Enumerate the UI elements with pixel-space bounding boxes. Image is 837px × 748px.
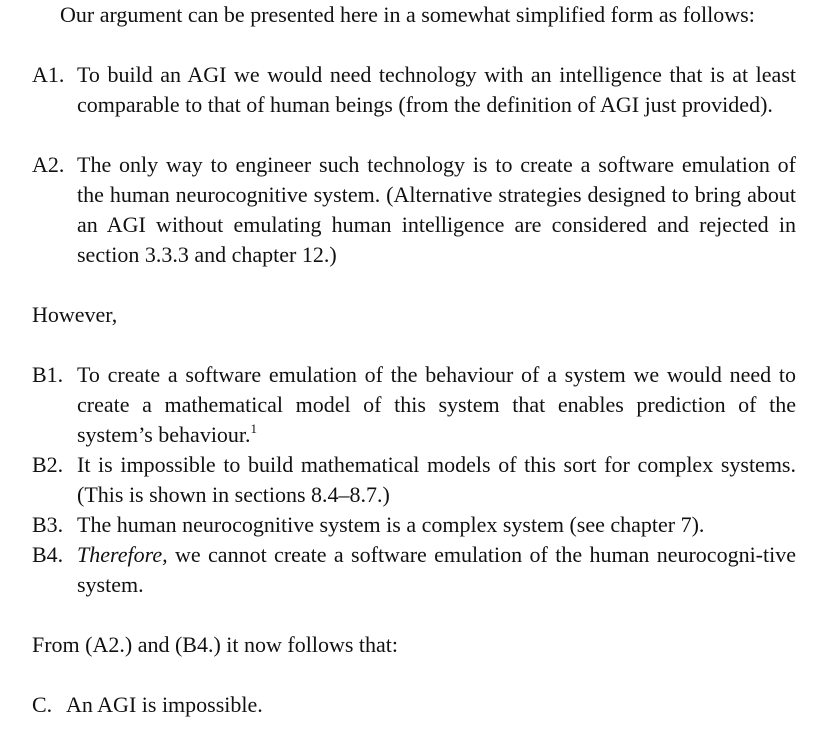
- premise-label: B3.: [32, 512, 64, 537]
- premise-label: A1.: [32, 62, 65, 87]
- premise-text: [77, 360, 796, 450]
- follows-text: From (A2.) and (B4.) it now follows that:: [32, 632, 399, 657]
- conclusion-label: C.: [32, 692, 53, 717]
- premise-text: The human neurocognitive system is a complex system (see chapter 7).: [77, 512, 705, 537]
- premise-text: To build an AGI we would need technology with an intelligence that is at least comparable to that of human beings (from the definition of AGI just provided).: [77, 62, 796, 117]
- premise-label: A2.: [32, 152, 65, 177]
- premise-b4: [32, 540, 796, 600]
- emphasis-therefore: Therefore,: [77, 542, 168, 567]
- premise-b3: [32, 510, 796, 540]
- premise-b2: [32, 450, 796, 510]
- premise-a2: [32, 150, 796, 270]
- intro-paragraph: Our argument can be presented here in a somewhat simplified form as follows:: [60, 2, 755, 27]
- conclusion: [32, 690, 796, 720]
- premise-a1: [32, 60, 796, 120]
- premise-text: The only way to engineer such technology is to create a software emulation of the human neurocognitive system. (Alternative strategies designed to bring about an AGI without emulating human intelligence are considered and rejected in section 3.3.3 and chapter 12.): [77, 152, 796, 267]
- conclusion-text: An AGI is impossible.: [66, 692, 263, 717]
- premise-label: B4.: [32, 542, 64, 567]
- premise-b1: [32, 360, 796, 450]
- however-text: However,: [32, 302, 118, 327]
- premise-label: B1.: [32, 362, 64, 387]
- premise-b1-text: To create a software emulation of the behaviour of a system we would need to create a mathematical model of this system that enables prediction of the system’s behaviour.: [77, 362, 796, 447]
- premise-text: It is impossible to build mathematical models of this sort for complex systems. (This is shown in sections 8.4–8.7.): [77, 452, 796, 507]
- footnote-marker: 1: [250, 421, 258, 436]
- premise-label: B2.: [32, 452, 64, 477]
- premise-text: [77, 540, 796, 600]
- premise-b4-text: we cannot create a software emulation of the human neurocogni-tive system.: [77, 542, 796, 597]
